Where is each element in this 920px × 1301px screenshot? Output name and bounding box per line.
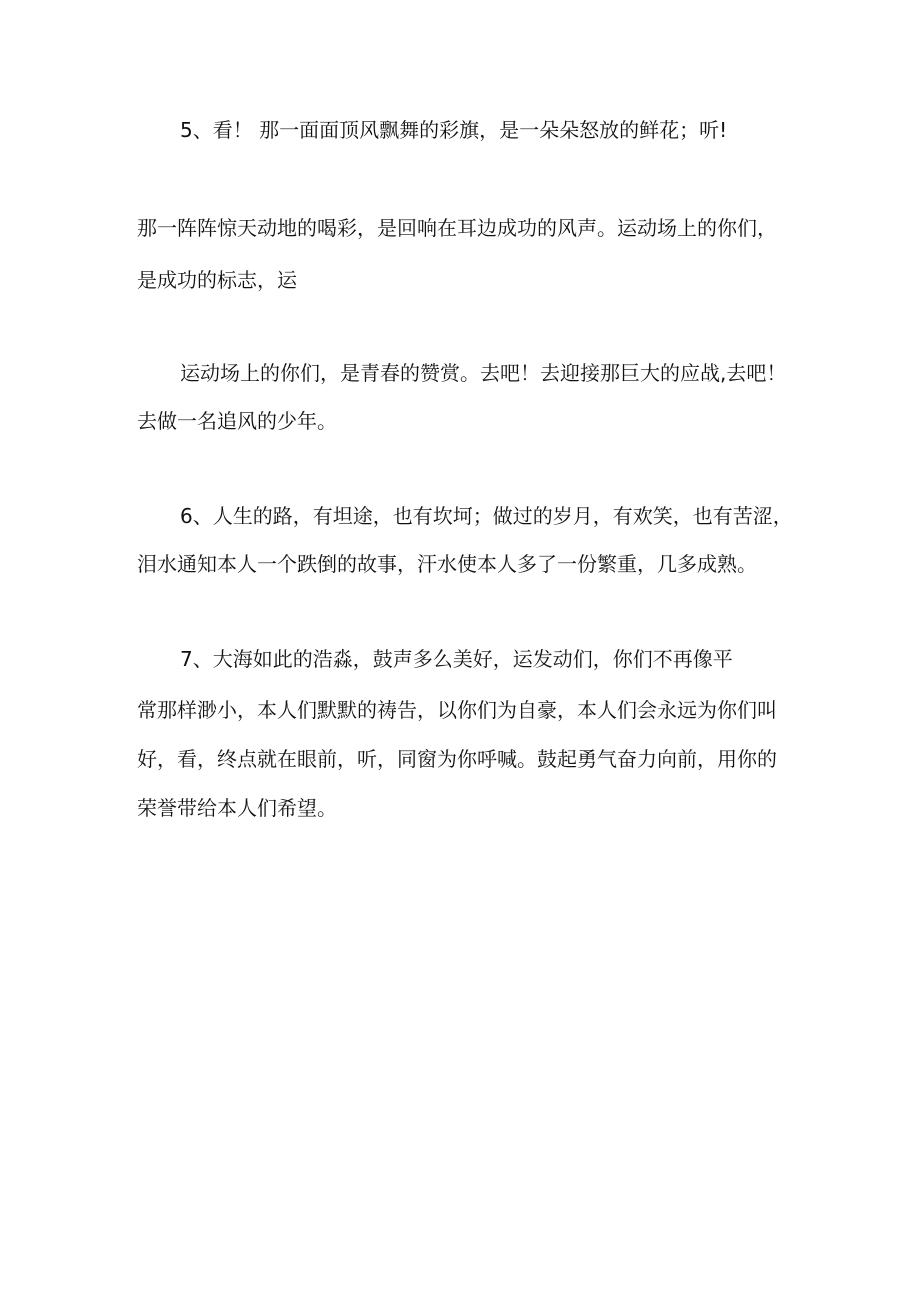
paragraph-7-line-1: 7、大海如此的浩淼，鼓声多么美好，运发动们，你们不再像平: [180, 647, 733, 671]
paragraph-5-continuation-line-2: 是成功的标志，运: [137, 268, 297, 292]
paragraph-5-continuation-line-1: 那一阵阵惊天动地的喝彩，是回响在耳边成功的风声。运动场上的你们，: [137, 216, 777, 240]
paragraph-6-line-2: 泪水通知本人一个跌倒的故事，汗水使本人多了一份繁重，几多成熟。: [137, 552, 757, 576]
paragraph-6-line-1: 6、人生的路，有坦途，也有坎坷；做过的岁月，有欢笑，也有苦涩，: [180, 504, 793, 528]
paragraph-sports-line-2: 去做一名追风的少年。: [137, 409, 337, 433]
paragraph-5-line-1: 5、看！ 那一面面顶风飘舞的彩旗，是一朵朵怒放的鲜花；听!: [180, 118, 728, 142]
paragraph-7-line-2: 常那样渺小，本人们默默的祷告，以你们为自豪，本人们会永远为你们叫: [137, 698, 777, 722]
paragraph-7-line-4: 荣誉带给本人们希望。: [137, 796, 337, 820]
paragraph-sports-line-1: 运动场上的你们，是青春的赞赏。去吧！去迎接那巨大的应战,去吧！: [180, 361, 787, 385]
paragraph-7-line-3: 好，看，终点就在眼前，听，同窗为你呼喊。鼓起勇气奋力向前，用你的: [137, 747, 777, 771]
